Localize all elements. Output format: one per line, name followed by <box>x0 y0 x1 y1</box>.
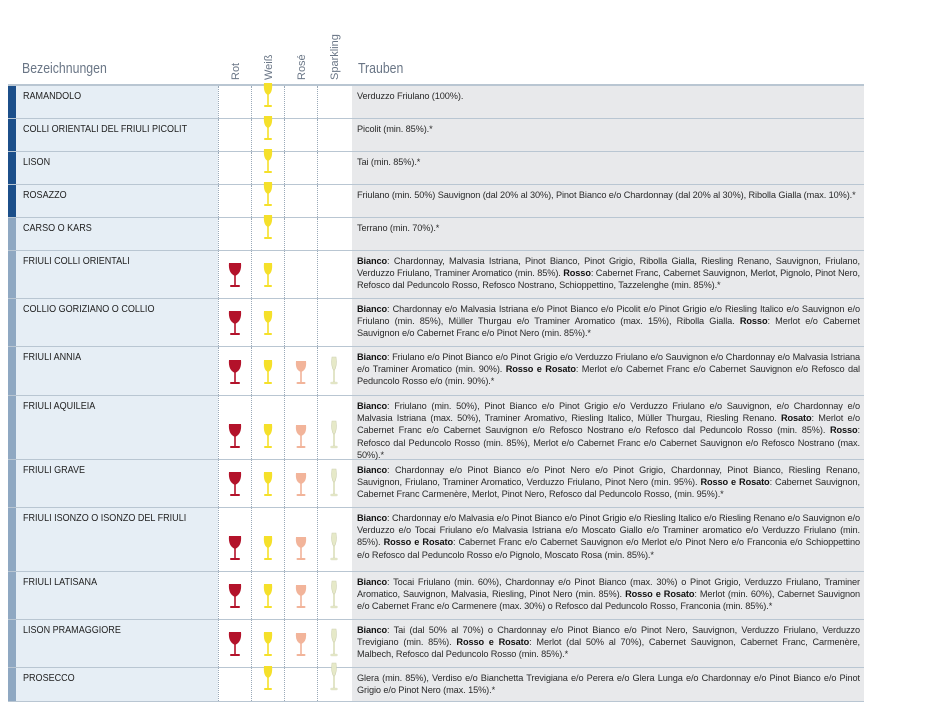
weiss-wine-glass-icon <box>262 422 274 455</box>
designation-cell: CARSO O KARS <box>16 218 218 250</box>
sparkling-wine-glass-icon <box>329 628 339 663</box>
cell-rose <box>284 218 317 250</box>
sparkling-wine-glass-icon <box>329 420 339 455</box>
cell-weiss <box>251 218 284 250</box>
table-row <box>8 185 864 218</box>
weiss-wine-glass-icon <box>262 114 274 147</box>
table-row <box>8 86 864 119</box>
cell-rose <box>284 86 317 118</box>
cell-rot <box>218 572 251 619</box>
cell-sparkling <box>317 347 350 395</box>
row-category-bar <box>8 251 16 298</box>
column-header-grapes: Trauben <box>358 60 404 77</box>
cell-weiss <box>251 251 284 298</box>
rot-wine-glass-icon <box>227 470 243 503</box>
grapes-cell: Bianco: Chardonnay, Malvasia Istriana, Pinot Bianco, Pinot Grigio, Ribolla Gialla, Riesling Renano, Sauvignon, Friulano, Verduzzo Friulano, Traminer Aromatico (min. 85%). Rosso: Cabernet Franc, Cabernet Sauvignon, Merlot, Pignolo, Pinot Nero, Refosco dal Peduncolo Rosso, Refosco Nostrano, Schioppettino, Tazzelenghe (min. 85%).* <box>352 251 864 298</box>
cell-rose <box>284 668 317 701</box>
row-category-bar <box>8 119 16 151</box>
table-row <box>8 572 864 620</box>
table-row <box>8 251 864 299</box>
sparkling-wine-glass-icon <box>329 532 339 567</box>
row-category-bar <box>8 218 16 250</box>
column-header-weiss: Weiß <box>262 54 275 80</box>
weiss-wine-glass-icon <box>262 470 274 503</box>
wine-table <box>8 86 864 702</box>
rot-wine-glass-icon <box>227 261 243 294</box>
row-category-bar <box>8 152 16 184</box>
designation-cell: FRIULI ISONZO O ISONZO DEL FRIULI <box>16 508 218 571</box>
sparkling-wine-glass-icon <box>329 356 339 391</box>
cell-rose <box>284 508 317 571</box>
grapes-cell: Glera (min. 85%), Verdiso e/o Bianchetta Trevigiana e/o Perera e/o Glera Lunga e/o Chardonnay e/o Pinot Bianco e/o Pinot Grigio e/o Pinot Nero (max. 15%).* <box>352 668 864 701</box>
row-category-bar <box>8 668 16 701</box>
row-category-bar <box>8 460 16 507</box>
cell-sparkling <box>317 152 350 184</box>
rot-wine-glass-icon <box>227 309 243 342</box>
grapes-cell: Bianco: Friulano e/o Pinot Bianco e/o Pinot Grigio e/o Verduzzo Friulano e/o Sauvignon e/o Chardonnay e/o Malvasia Istriana e/o Traminer Aromatico (min. 90%). Rosso e Rosato: Merlot e/o Cabernet Franc e/o Cabernet Sauvignon e/o Refosco dal Peduncolo Rosso e/o (min. 90%).* <box>352 347 864 395</box>
designation-cell: FRIULI ANNIA <box>16 347 218 395</box>
cell-rot <box>218 218 251 250</box>
cell-sparkling <box>317 86 350 118</box>
sparkling-wine-glass-icon <box>329 580 339 615</box>
column-header-name: Bezeichnungen <box>22 60 107 77</box>
cell-rot <box>218 86 251 118</box>
cell-rose <box>284 119 317 151</box>
cell-weiss <box>251 668 284 701</box>
cell-sparkling <box>317 299 350 346</box>
designation-cell: FRIULI COLLI ORIENTALI <box>16 251 218 298</box>
grapes-cell: Bianco: Friulano (min. 50%), Pinot Bianco e/o Pinot Grigio e/o Verduzzo Friulano e/o Sauvignon, e/o Chardonnay e/o Malvasia Istriana (max. 50%), Traminer Aromativo, Riesling Italico, Müller Thurgau, Riesling Renano. Rosato: Merlot e/o Cabernet Franc e/o Cabernet Sauvignon e/o Refosco Nostrano e/o Refosco dal Peduncolo Rosso (min. 85%). Rosso: Refosco dal Peduncolo Rosso (min. 85%), Merlot e/o Cabernet Franc e/o Cabernet Sauvignon e/o Refosco Nostrano (max. 50%).* <box>352 396 864 459</box>
cell-sparkling <box>317 218 350 250</box>
cell-rot <box>218 119 251 151</box>
weiss-wine-glass-icon <box>262 534 274 567</box>
cell-rose <box>284 572 317 619</box>
designation-cell: ROSAZZO <box>16 185 218 217</box>
cell-rot <box>218 508 251 571</box>
designation-cell: LISON PRAMAGGIORE <box>16 620 218 667</box>
grapes-cell: Terrano (min. 70%).* <box>352 218 864 250</box>
table-row <box>8 119 864 152</box>
grapes-cell: Friulano (min. 50%) Sauvignon (dal 20% al 30%), Pinot Bianco e/o Chardonnay (dal 20% al 30%), Ribolla Gialla (max. 10%).* <box>352 185 864 217</box>
designation-cell: FRIULI GRAVE <box>16 460 218 507</box>
designation-cell: LISON <box>16 152 218 184</box>
rot-wine-glass-icon <box>227 358 243 391</box>
cell-rose <box>284 185 317 217</box>
cell-weiss <box>251 396 284 459</box>
designation-cell: RAMANDOLO <box>16 86 218 118</box>
cell-sparkling <box>317 185 350 217</box>
table-row <box>8 396 864 460</box>
rot-wine-glass-icon <box>227 630 243 663</box>
cell-rose <box>284 460 317 507</box>
table-row <box>8 299 864 347</box>
cell-sparkling <box>317 396 350 459</box>
cell-rose <box>284 251 317 298</box>
table-row <box>8 347 864 396</box>
weiss-wine-glass-icon <box>262 630 274 663</box>
table-row <box>8 508 864 572</box>
designation-cell: PROSECCO <box>16 668 218 701</box>
table-row <box>8 668 864 702</box>
rot-wine-glass-icon <box>227 534 243 567</box>
weiss-wine-glass-icon <box>262 261 274 294</box>
designation-cell: FRIULI LATISANA <box>16 572 218 619</box>
rose-wine-glass-icon <box>294 358 308 391</box>
row-category-bar <box>8 620 16 667</box>
cell-weiss <box>251 508 284 571</box>
cell-rose <box>284 347 317 395</box>
row-category-bar <box>8 86 16 118</box>
row-category-bar <box>8 508 16 571</box>
weiss-wine-glass-icon <box>262 358 274 391</box>
rose-wine-glass-icon <box>294 422 308 455</box>
cell-sparkling <box>317 508 350 571</box>
row-category-bar <box>8 185 16 217</box>
cell-sparkling <box>317 119 350 151</box>
grapes-cell: Bianco: Tai (dal 50% al 70%) o Chardonnay e/o Pinot Bianco e/o Pinot Nero, Sauvignon, Verduzzo Friulano, Verduzzo Trevigiano (min. 85%). Rosso e Rosato: Merlot (dal 50% al 70%), Cabernet Sauvignon, Cabernet Franc, Carmenère, Malbech, Refosco dal Peduncolo Rosso (min. 85%).* <box>352 620 864 667</box>
weiss-wine-glass-icon <box>262 309 274 342</box>
row-category-bar <box>8 572 16 619</box>
cell-sparkling <box>317 668 350 701</box>
sparkling-wine-glass-icon <box>329 662 339 697</box>
grapes-cell: Bianco: Chardonnay e/o Malvasia Istriana e/o Pinot Bianco e/o Picolit e/o Pinot Grigio e/o Riesling Italico e/o Sauvignon e/o Friulano (min. 85%), Müller Thurgau e/o Traminer Aromatico (max. 15%), Ribolla Gialla. Rosso: Merlot e/o Cabernet Sauvignon e/o Cabernet Franc e/o Pinot Nero (min. 85%).* <box>352 299 864 346</box>
cell-rot <box>218 347 251 395</box>
cell-weiss <box>251 460 284 507</box>
grapes-cell: Bianco: Chardonnay e/o Malvasia e/o Pinot Bianco e/o Pinot Grigio e/o Riesling Italico e/o Riesling Renano e/o Sauvignon e/o Verduzzo e/o Tocai Friulano e/o Malvasia Istriana e/o Moscato Giallo e/o Traminer aromatico e/o Verduzzo Friulano (min. 85%). Rosso e Rosato: Cabernet Franc e/o Cabernet Sauvignon e/o Merlot e/o Pinot Nero e/o Franconia e/o Schioppettino e/o Refosco dal Peduncolo Rosso e/o Pignolo, Moscato Rosa (min. 85%).* <box>352 508 864 571</box>
column-header-rot: Rot <box>229 62 242 80</box>
cell-rot <box>218 396 251 459</box>
column-header-sparkling: Sparkling <box>328 34 341 80</box>
cell-rot <box>218 299 251 346</box>
table-row <box>8 152 864 185</box>
weiss-wine-glass-icon <box>262 664 274 697</box>
cell-rot <box>218 668 251 701</box>
grapes-cell: Picolit (min. 85%).* <box>352 119 864 151</box>
column-header-rose: Rosé <box>295 54 308 80</box>
cell-sparkling <box>317 572 350 619</box>
grapes-cell: Bianco: Chardonnay e/o Pinot Bianco e/o Pinot Nero e/o Pinot Grigio, Chardonnay, Pinot Bianco, Riesling Renano, Sauvignon, Friulano, Traminer Aromatico, Verduzzo Friulano, Pinot Nero (min. 95%). Rosso e Rosato: Cabernet Sauvignon, Cabernet Franc Carmenère, Merlot, Pinot Nero, Refosco dal Peduncolo Rosso, (min. 95%).* <box>352 460 864 507</box>
grapes-cell: Bianco: Tocai Friulano (min. 60%), Chardonnay e/o Pinot Bianco (max. 30%) o Pinot Grigio, Verduzzo Friulano, Traminer Aromatico, Sauvignon, Malvasia, Riesling, Pinot Nero (min. 85%). Rosso e Rosato: Merlot (min. 60%), Cabernet Sauvignon e/o Cabernet Franc e/o Carmenere (max. 30%) o Refosco dal Peduncolo Rosso, Franconia (min. 85%).* <box>352 572 864 619</box>
cell-rot <box>218 251 251 298</box>
cell-rose <box>284 620 317 667</box>
cell-rose <box>284 299 317 346</box>
row-category-bar <box>8 299 16 346</box>
grapes-cell: Tai (min. 85%).* <box>352 152 864 184</box>
cell-rot <box>218 460 251 507</box>
rot-wine-glass-icon <box>227 582 243 615</box>
grapes-cell: Verduzzo Friulano (100%). <box>352 86 864 118</box>
row-category-bar <box>8 396 16 459</box>
cell-rose <box>284 152 317 184</box>
designation-cell: COLLI ORIENTALI DEL FRIULI PICOLIT <box>16 119 218 151</box>
sparkling-wine-glass-icon <box>329 468 339 503</box>
table-row <box>8 460 864 508</box>
cell-sparkling <box>317 460 350 507</box>
cell-weiss <box>251 572 284 619</box>
rose-wine-glass-icon <box>294 630 308 663</box>
designation-cell: COLLIO GORIZIANO O COLLIO <box>16 299 218 346</box>
cell-weiss <box>251 347 284 395</box>
weiss-wine-glass-icon <box>262 147 274 180</box>
rose-wine-glass-icon <box>294 534 308 567</box>
cell-rot <box>218 152 251 184</box>
cell-sparkling <box>317 251 350 298</box>
cell-weiss <box>251 299 284 346</box>
cell-sparkling <box>317 620 350 667</box>
weiss-wine-glass-icon <box>262 81 274 114</box>
rose-wine-glass-icon <box>294 470 308 503</box>
cell-rose <box>284 396 317 459</box>
rot-wine-glass-icon <box>227 422 243 455</box>
cell-weiss <box>251 620 284 667</box>
cell-rot <box>218 620 251 667</box>
weiss-wine-glass-icon <box>262 582 274 615</box>
weiss-wine-glass-icon <box>262 213 274 246</box>
row-category-bar <box>8 347 16 395</box>
table-row <box>8 620 864 668</box>
table-row <box>8 218 864 251</box>
weiss-wine-glass-icon <box>262 180 274 213</box>
rose-wine-glass-icon <box>294 582 308 615</box>
cell-rot <box>218 185 251 217</box>
designation-cell: FRIULI AQUILEIA <box>16 396 218 459</box>
